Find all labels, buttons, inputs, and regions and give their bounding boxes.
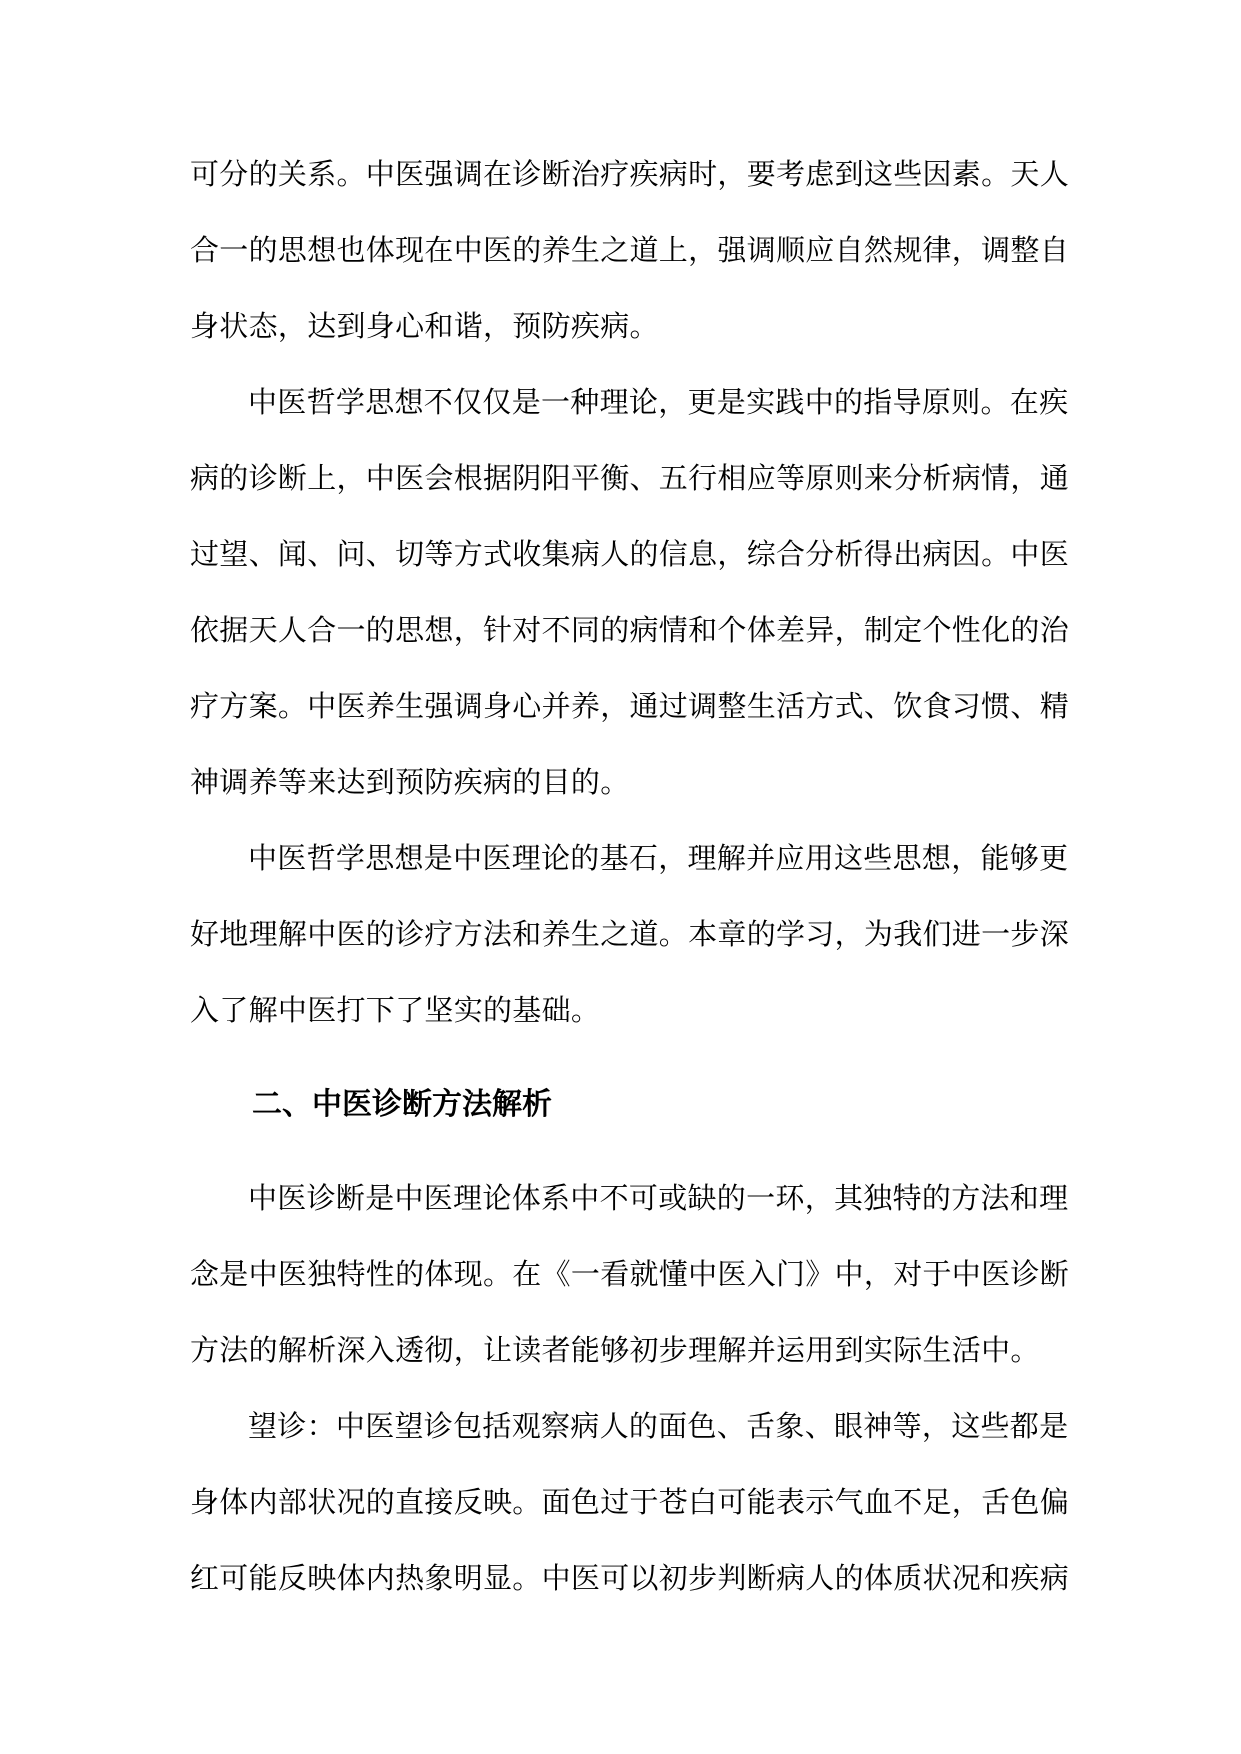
text-line: 病的诊断上，中医会根据阴阳平衡、五行相应等原则来分析病情，通 <box>190 461 1070 495</box>
paragraph-philosophy-practice <box>190 364 1070 820</box>
text-line: 合一的思想也体现在中医的养生之道上，强调顺应自然规律，调整自 <box>190 233 1070 267</box>
text-line: 疗方案。中医养生强调身心并养，通过调整生活方式、饮食习惯、精 <box>190 689 1070 723</box>
paragraph-philosophy-foundation <box>190 820 1070 1048</box>
text-line: 方法的解析深入透彻，让读者能够初步理解并运用到实际生活中。 <box>190 1333 1040 1367</box>
text-line: 依据天人合一的思想，针对不同的病情和个体差异，制定个性化的治 <box>190 613 1070 647</box>
text-line: 念是中医独特性的体现。在《一看就懂中医入门》中，对于中医诊断 <box>190 1257 1070 1291</box>
section-heading: 二、中医诊断方法解析 <box>252 1087 552 1122</box>
text-line: 望诊：中医望诊包括观察病人的面色、舌象、眼神等，这些都是 <box>248 1409 1069 1443</box>
text-line: 神调养等来达到预防疾病的目的。 <box>190 765 630 799</box>
text-line: 身状态，达到身心和谐，预防疾病。 <box>190 309 659 343</box>
text-line: 中医哲学思想不仅仅是一种理论，更是实践中的指导原则。在疾 <box>248 385 1069 419</box>
text-line: 中医诊断是中医理论体系中不可或缺的一环，其独特的方法和理 <box>248 1181 1069 1215</box>
text-line: 入了解中医打下了坚实的基础。 <box>190 993 601 1027</box>
paragraph-diagnosis-intro <box>190 1160 1070 1388</box>
text-line: 红可能反映体内热象明显。中医可以初步判断病人的体质状况和疾病 <box>190 1561 1070 1595</box>
text-line: 身体内部状况的直接反映。面色过于苍白可能表示气血不足，舌色偏 <box>190 1485 1070 1519</box>
text-line: 过望、闻、问、切等方式收集病人的信息，综合分析得出病因。中医 <box>190 537 1070 571</box>
text-line: 中医哲学思想是中医理论的基石，理解并应用这些思想，能够更 <box>248 841 1069 875</box>
text-line: 可分的关系。中医强调在诊断治疗疾病时，要考虑到这些因素。天人 <box>190 157 1070 191</box>
paragraph-tianren-continuation <box>190 136 1070 364</box>
paragraph-inspection <box>190 1388 1070 1616</box>
text-line: 好地理解中医的诊疗方法和养生之道。本章的学习，为我们进一步深 <box>190 917 1070 951</box>
